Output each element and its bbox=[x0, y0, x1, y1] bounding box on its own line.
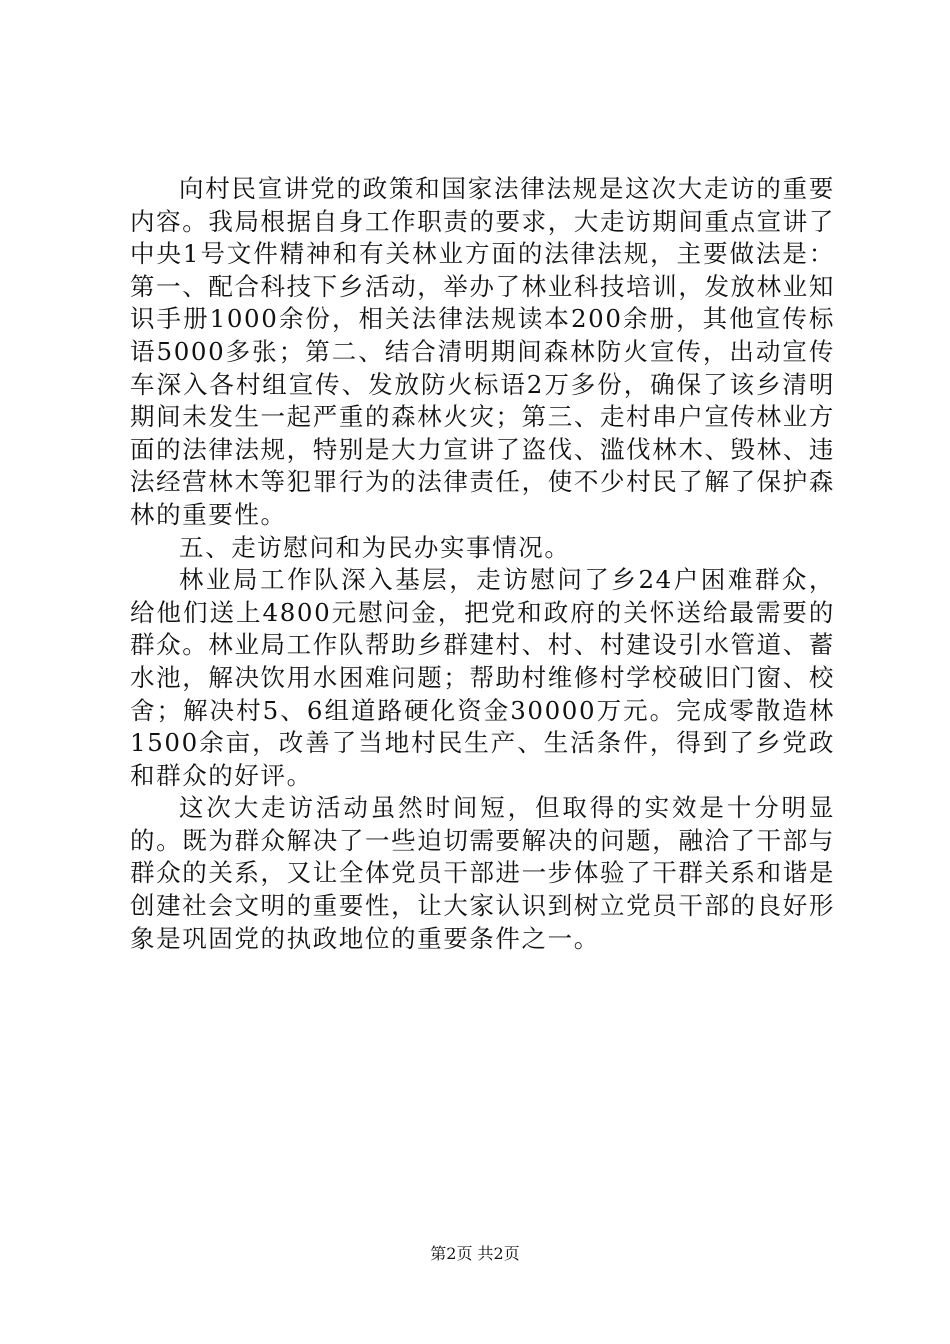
paragraph-conclusion: 这次大走访活动虽然时间短，但取得的实效是十分明显的。既为群众解决了一些迫切需要解决的问题，融洽了干部与群众的关系，又让全体党员干部进一步体验了干群关系和谐是创建社会文明的重要性，让大家认识到树立党员干部的良好形象是巩固党的执政地位的重要条件之一。 bbox=[130, 793, 835, 953]
section-heading-visits: 五、走访慰问和为民办实事情况。 bbox=[179, 532, 571, 562]
page-footer: 第2页 共2页 bbox=[430, 1244, 520, 1263]
paragraph-publicity: 向村民宣讲党的政策和国家法律法规是这次大走访的重要内容。我局根据自身工作职责的要求，大走访期间重点宣讲了中央1号文件精神和有关林业方面的法律法规，主要做法是：第一、配合科技下乡活动，举办了林业科技培训，发放林业知识手册1000余份，相关法律法规读本200余册，其他宣传标语5000多张；第二、结合清明期间森林防火宣传，出动宣传车深入各村组宣传、发放防火标语2万多份，确保了该乡清明期间未发生一起严重的森林火灾；第三、走村串户宣传林业方面的法律法规，特别是大力宣讲了盗伐、滥伐林木、毁林、违法经营林木等犯罪行为的法律责任，使不少村民了解了保护森林的重要性。 bbox=[130, 174, 835, 529]
paragraph-visits: 林业局工作队深入基层，走访慰问了乡24户困难群众，给他们送上4800元慰问金，把党和政府的关怀送给最需要的群众。林业局工作队帮助乡群建村、村、村建设引水管道、蓄水池，解决饮用水困难问题；帮助村维修村学校破旧门窗、校舍；解决村5、6组道路硬化资金30000万元。完成零散造林1500余亩，改善了当地村民生产、生活条件，得到了乡党政和群众的好评。 bbox=[130, 565, 835, 790]
document-body bbox=[130, 173, 835, 955]
